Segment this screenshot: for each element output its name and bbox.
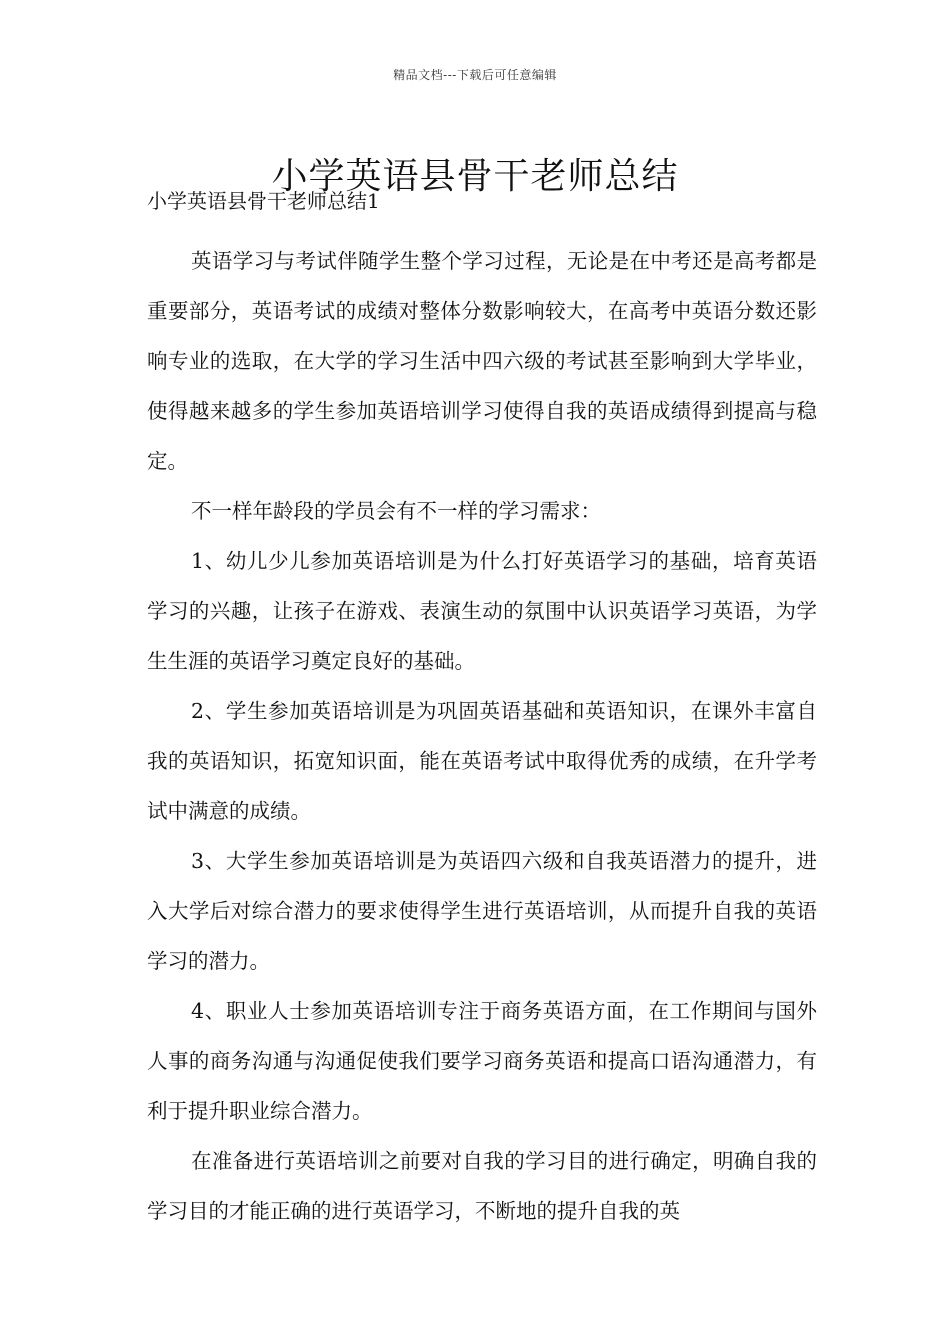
document-body (147, 236, 817, 1236)
paragraph-item-1: 1、幼儿少儿参加英语培训是为什么打好英语学习的基础，培育英语学习的兴趣，让孩子在游戏、表演生动的氛围中认识英语学习英语，为学生生涯的英语学习奠定良好的基础。 (147, 549, 817, 673)
document-title: 小学英语县骨干老师总结 (271, 156, 679, 198)
paragraph-intro: 英语学习与考试伴随学生整个学习过程，无论是在中考还是高考都是重要部分，英语考试的成绩对整体分数影响较大，在高考中英语分数还影响专业的选取，在大学的学习生活中四六级的考试甚至影响到大学毕业，使得越来越多的学生参加英语培训学习使得自我的英语成绩得到提高与稳定。 (147, 249, 817, 473)
paragraph-item-3: 3、大学生参加英语培训是为英语四六级和自我英语潜力的提升，进入大学后对综合潜力的要求使得学生进行英语培训，从而提升自我的英语学习的潜力。 (147, 849, 817, 973)
header-note: 精品文档---下载后可任意编辑 (393, 68, 557, 82)
document-subtitle: 小学英语县骨干老师总结1 (147, 189, 380, 213)
paragraph-needs-heading: 不一样年龄段的学员会有不一样的学习需求： (191, 499, 601, 523)
paragraph-closing: 在准备进行英语培训之前要对自我的学习目的进行确定，明确自我的学习目的才能正确的进行英语学习，不断地的提升自我的英 (147, 1149, 817, 1223)
paragraph-item-4: 4、职业人士参加英语培训专注于商务英语方面，在工作期间与国外人事的商务沟通与沟通促使我们要学习商务英语和提高口语沟通潜力，有利于提升职业综合潜力。 (147, 999, 817, 1123)
paragraph-item-2: 2、学生参加英语培训是为巩固英语基础和英语知识，在课外丰富自我的英语知识，拓宽知识面，能在英语考试中取得优秀的成绩，在升学考试中满意的成绩。 (147, 699, 817, 823)
